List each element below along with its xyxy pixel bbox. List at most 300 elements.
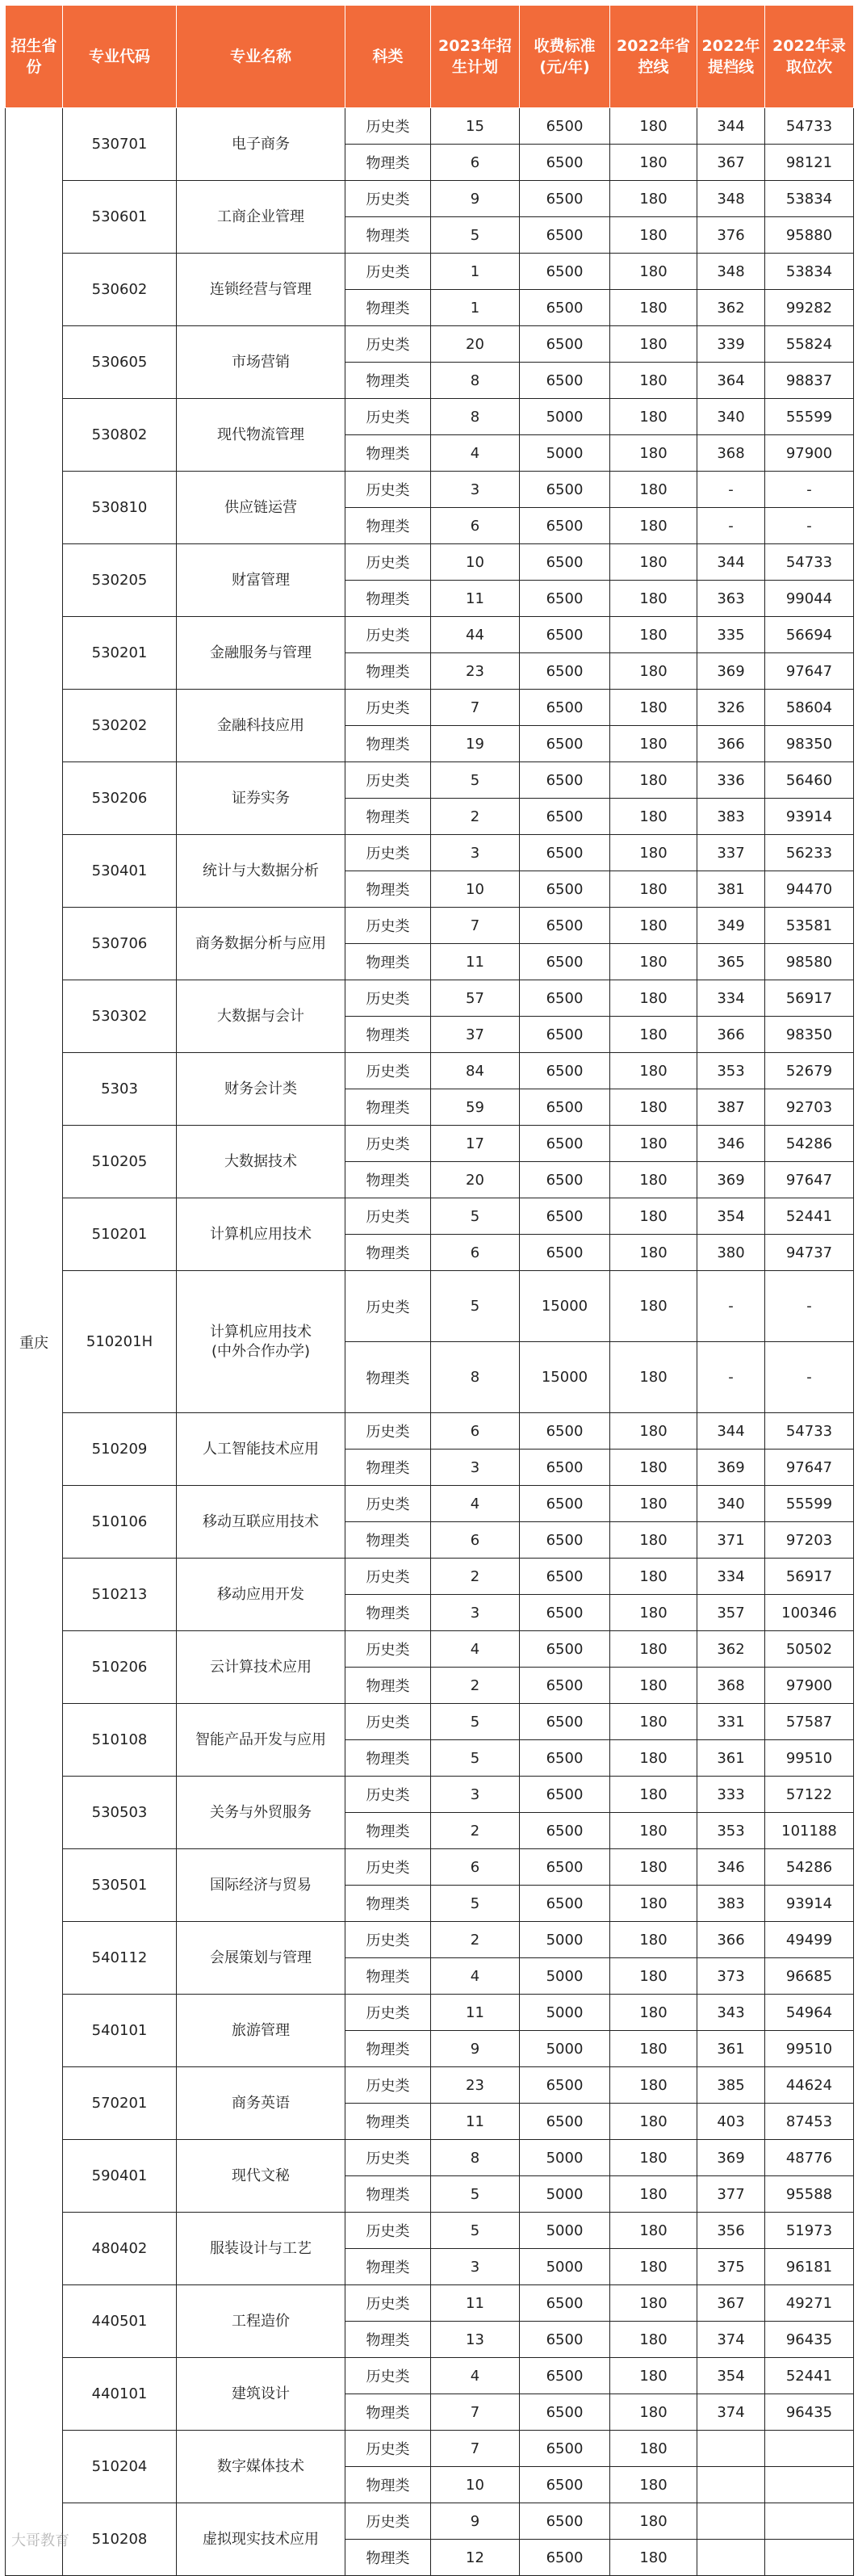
rank-cell: 99510: [765, 1740, 854, 1777]
plan-cell: 23: [431, 653, 520, 690]
fee-cell: 6500: [520, 508, 610, 544]
cutoff-cell: [697, 2540, 765, 2576]
fee-cell: 6500: [520, 2322, 610, 2358]
rank-cell: 96685: [765, 1958, 854, 1995]
major-name-text: 大数据技术: [224, 1152, 297, 1170]
plan-cell: 10: [431, 2467, 520, 2503]
major-name-cell: [177, 1198, 345, 1271]
rank-cell: 51973: [765, 2213, 854, 2249]
rank-cell: 54964: [765, 1995, 854, 2031]
major-code-cell: 510108: [63, 1704, 177, 1777]
major-name-cell: [177, 2067, 345, 2140]
major-name-cell: [177, 1413, 345, 1486]
subject-type-cell: 历史类: [345, 1053, 431, 1089]
fee-cell: 6500: [520, 217, 610, 254]
rank-cell: 93914: [765, 1886, 854, 1922]
plan-cell: 2: [431, 1813, 520, 1849]
major-name-cell: [177, 835, 345, 908]
fee-cell: 6500: [520, 1595, 610, 1631]
fee-cell: 6500: [520, 1053, 610, 1089]
plan-cell: 11: [431, 2104, 520, 2140]
major-name-cell: [177, 254, 345, 326]
cutoff-cell: 362: [697, 1631, 765, 1668]
plan-cell: 4: [431, 435, 520, 472]
subject-type-cell: 物理类: [345, 799, 431, 835]
cutoff-cell: 340: [697, 1486, 765, 1522]
major-code-cell: 510209: [63, 1413, 177, 1486]
major-code-cell: 510106: [63, 1486, 177, 1559]
plan-cell: 6: [431, 1849, 520, 1886]
control-line-cell: 180: [610, 2467, 697, 2503]
cutoff-cell: 354: [697, 1198, 765, 1235]
major-name-cell: [177, 1995, 345, 2067]
table-row: [6, 1777, 854, 1813]
cutoff-cell: [697, 2467, 765, 2503]
cutoff-cell: 334: [697, 980, 765, 1017]
major-name-cell: [177, 2431, 345, 2503]
cutoff-cell: 383: [697, 1886, 765, 1922]
subject-type-cell: 历史类: [345, 1631, 431, 1668]
major-name-cell: [177, 2213, 345, 2285]
rank-cell: 92703: [765, 1089, 854, 1126]
fee-cell: 6500: [520, 472, 610, 508]
subject-type-cell: 历史类: [345, 2140, 431, 2176]
subject-type-cell: 物理类: [345, 145, 431, 181]
subject-type-cell: 物理类: [345, 2031, 431, 2067]
rank-cell: 97203: [765, 1522, 854, 1559]
rank-cell: 98121: [765, 145, 854, 181]
control-line-cell: 180: [610, 1631, 697, 1668]
major-name-cell: [177, 690, 345, 762]
table-row: [6, 835, 854, 871]
fee-cell: 6500: [520, 145, 610, 181]
plan-cell: 8: [431, 1342, 520, 1413]
plan-cell: 8: [431, 2140, 520, 2176]
plan-cell: 8: [431, 363, 520, 399]
major-name-text: 数字媒体技术: [217, 2457, 304, 2475]
table-row: [6, 617, 854, 653]
control-line-cell: 180: [610, 1740, 697, 1777]
control-line-cell: 180: [610, 1235, 697, 1271]
plan-cell: 7: [431, 690, 520, 726]
cutoff-cell: [697, 2503, 765, 2540]
rank-cell: 49271: [765, 2285, 854, 2322]
plan-cell: 11: [431, 944, 520, 980]
cutoff-cell: 336: [697, 762, 765, 799]
subject-type-cell: 历史类: [345, 2213, 431, 2249]
fee-cell: 6500: [520, 1777, 610, 1813]
rank-cell: [765, 2540, 854, 2576]
control-line-cell: 180: [610, 1922, 697, 1958]
major-name-cell: [177, 980, 345, 1053]
table-row: [6, 399, 854, 435]
subject-type-cell: 物理类: [345, 2394, 431, 2431]
major-name-text: 虚拟现实技术应用: [203, 2530, 319, 2548]
fee-cell: 6500: [520, 762, 610, 799]
major-code-cell: 530601: [63, 181, 177, 254]
subject-type-cell: 历史类: [345, 254, 431, 290]
rank-cell: 53581: [765, 908, 854, 944]
subject-type-cell: 物理类: [345, 217, 431, 254]
cutoff-cell: -: [697, 508, 765, 544]
plan-cell: 1: [431, 254, 520, 290]
control-line-cell: 180: [610, 1413, 697, 1450]
major-code-cell: 530602: [63, 254, 177, 326]
major-name-text: 建筑设计: [232, 2385, 290, 2402]
cutoff-cell: 367: [697, 145, 765, 181]
table-row: [6, 2431, 854, 2467]
table-row: [6, 1053, 854, 1089]
control-line-cell: 180: [610, 2285, 697, 2322]
control-line-cell: 180: [610, 1595, 697, 1631]
rank-cell: 56917: [765, 980, 854, 1017]
fee-cell: 5000: [520, 435, 610, 472]
table-row: [6, 108, 854, 145]
plan-cell: 3: [431, 1595, 520, 1631]
table-row: [6, 908, 854, 944]
cutoff-cell: 344: [697, 108, 765, 145]
cutoff-cell: 361: [697, 1740, 765, 1777]
rank-cell: [765, 2467, 854, 2503]
rank-cell: 93914: [765, 799, 854, 835]
major-code-cell: 590401: [63, 2140, 177, 2213]
plan-cell: 5: [431, 1740, 520, 1777]
cutoff-cell: 334: [697, 1559, 765, 1595]
table-row: [6, 254, 854, 290]
control-line-cell: 180: [610, 2431, 697, 2467]
major-name-text: 电子商务: [232, 135, 290, 153]
control-line-cell: 180: [610, 399, 697, 435]
plan-cell: 5: [431, 1704, 520, 1740]
table-row: [6, 181, 854, 217]
control-line-cell: 180: [610, 1486, 697, 1522]
plan-cell: 4: [431, 1958, 520, 1995]
major-name-text: 金融服务与管理: [210, 644, 312, 661]
fee-cell: 6500: [520, 108, 610, 145]
cutoff-cell: 366: [697, 726, 765, 762]
rank-cell: 56233: [765, 835, 854, 871]
fee-cell: 6500: [520, 1522, 610, 1559]
header-major-name: 专业名称: [177, 6, 345, 108]
control-line-cell: 180: [610, 472, 697, 508]
rank-cell: 56460: [765, 762, 854, 799]
major-name-cell: [177, 762, 345, 835]
major-name-text: 财务会计类: [224, 1080, 297, 1097]
control-line-cell: 180: [610, 290, 697, 326]
province-cell: 重庆: [6, 108, 63, 2576]
control-line-cell: 180: [610, 2104, 697, 2140]
header-code: 专业代码: [63, 6, 177, 108]
plan-cell: 3: [431, 2249, 520, 2285]
major-name-text: 市场营销: [232, 353, 290, 371]
cutoff-cell: 346: [697, 1126, 765, 1162]
cutoff-cell: [697, 2431, 765, 2467]
major-name-cell: [177, 1559, 345, 1631]
rank-cell: 49499: [765, 1922, 854, 1958]
cutoff-cell: 361: [697, 2031, 765, 2067]
control-line-cell: 180: [610, 2213, 697, 2249]
plan-cell: 7: [431, 2431, 520, 2467]
subject-type-cell: 历史类: [345, 544, 431, 581]
plan-cell: 12: [431, 2540, 520, 2576]
fee-cell: 6500: [520, 653, 610, 690]
cutoff-cell: 348: [697, 254, 765, 290]
plan-cell: 15: [431, 108, 520, 145]
header-control-line-2022: 2022年省控线: [610, 6, 697, 108]
plan-cell: 6: [431, 508, 520, 544]
control-line-cell: 180: [610, 799, 697, 835]
major-name-cell: [177, 1704, 345, 1777]
rank-cell: 53834: [765, 181, 854, 217]
control-line-cell: 180: [610, 2322, 697, 2358]
subject-type-cell: 物理类: [345, 435, 431, 472]
fee-cell: 6500: [520, 1668, 610, 1704]
major-code-cell: 530605: [63, 326, 177, 399]
plan-cell: 6: [431, 145, 520, 181]
plan-cell: 84: [431, 1053, 520, 1089]
control-line-cell: 180: [610, 1089, 697, 1126]
table-row: [6, 1631, 854, 1668]
major-name-cell: [177, 399, 345, 472]
major-name-text: 服装设计与工艺: [210, 2239, 312, 2257]
table-header: [6, 6, 854, 108]
plan-cell: 37: [431, 1017, 520, 1053]
cutoff-cell: 371: [697, 1522, 765, 1559]
control-line-cell: 180: [610, 326, 697, 363]
fee-cell: 6500: [520, 1886, 610, 1922]
subject-type-cell: 历史类: [345, 690, 431, 726]
major-code-cell: 510213: [63, 1559, 177, 1631]
header-subject-type: 科类: [345, 6, 431, 108]
plan-cell: 4: [431, 1631, 520, 1668]
plan-cell: 44: [431, 617, 520, 653]
control-line-cell: 180: [610, 944, 697, 980]
cutoff-cell: 387: [697, 1089, 765, 1126]
fee-cell: 6500: [520, 1235, 610, 1271]
cutoff-cell: 374: [697, 2322, 765, 2358]
subject-type-cell: 物理类: [345, 1089, 431, 1126]
cutoff-cell: 339: [697, 326, 765, 363]
major-code-cell: 530302: [63, 980, 177, 1053]
cutoff-cell: 346: [697, 1849, 765, 1886]
control-line-cell: 180: [610, 1522, 697, 1559]
subject-type-cell: 物理类: [345, 871, 431, 908]
major-name-cell: [177, 2503, 345, 2576]
table-row: [6, 1559, 854, 1595]
major-code-cell: 530701: [63, 108, 177, 181]
fee-cell: 6500: [520, 944, 610, 980]
subject-type-cell: 历史类: [345, 1995, 431, 2031]
control-line-cell: 180: [610, 1162, 697, 1198]
plan-cell: 6: [431, 1522, 520, 1559]
major-name-text: (中外合作办学): [211, 1342, 311, 1360]
plan-cell: 20: [431, 326, 520, 363]
rank-cell: 97647: [765, 1162, 854, 1198]
cutoff-cell: 344: [697, 544, 765, 581]
rank-cell: 87453: [765, 2104, 854, 2140]
rank-cell: 98350: [765, 726, 854, 762]
major-name-text: 移动互联应用技术: [203, 1512, 319, 1530]
major-code-cell: 530706: [63, 908, 177, 980]
header-province: 招生省份: [6, 6, 63, 108]
cutoff-cell: 348: [697, 181, 765, 217]
header-plan-2023: 2023年招生计划: [431, 6, 520, 108]
plan-cell: 5: [431, 1886, 520, 1922]
fee-cell: 6500: [520, 2394, 610, 2431]
control-line-cell: 180: [610, 2140, 697, 2176]
cutoff-cell: 353: [697, 1053, 765, 1089]
subject-type-cell: 历史类: [345, 108, 431, 145]
subject-type-cell: 物理类: [345, 944, 431, 980]
major-code-cell: 540112: [63, 1922, 177, 1995]
plan-cell: 17: [431, 1126, 520, 1162]
control-line-cell: 180: [610, 1849, 697, 1886]
major-code-cell: 440101: [63, 2358, 177, 2431]
cutoff-cell: 333: [697, 1777, 765, 1813]
cutoff-cell: 385: [697, 2067, 765, 2104]
major-name-cell: [177, 472, 345, 544]
fee-cell: 6500: [520, 2285, 610, 2322]
control-line-cell: 180: [610, 217, 697, 254]
major-name-cell: [177, 181, 345, 254]
rank-cell: 101188: [765, 1813, 854, 1849]
plan-cell: 5: [431, 1271, 520, 1342]
fee-cell: 6500: [520, 2467, 610, 2503]
rank-cell: [765, 2503, 854, 2540]
fee-cell: 6500: [520, 1126, 610, 1162]
major-name-text: 会展策划与管理: [210, 1949, 312, 1966]
plan-cell: 4: [431, 2358, 520, 2394]
cutoff-cell: 362: [697, 290, 765, 326]
rank-cell: 97900: [765, 435, 854, 472]
control-line-cell: 180: [610, 1886, 697, 1922]
plan-cell: 20: [431, 1162, 520, 1198]
rank-cell: 55599: [765, 1486, 854, 1522]
rank-cell: 96181: [765, 2249, 854, 2285]
major-name-cell: [177, 108, 345, 181]
cutoff-cell: 331: [697, 1704, 765, 1740]
fee-cell: 6500: [520, 1450, 610, 1486]
plan-cell: 5: [431, 2213, 520, 2249]
major-name-cell: [177, 2285, 345, 2358]
cutoff-cell: -: [697, 1271, 765, 1342]
major-name-text: 旅游管理: [232, 2021, 290, 2039]
major-name-cell: [177, 1777, 345, 1849]
major-name-text: 供应链运营: [224, 498, 297, 516]
control-line-cell: 180: [610, 581, 697, 617]
major-name-cell: [177, 1631, 345, 1704]
major-name-text: 金融科技应用: [217, 716, 304, 734]
fee-cell: 6500: [520, 726, 610, 762]
table-row: [6, 1413, 854, 1450]
fee-cell: 6500: [520, 181, 610, 217]
cutoff-cell: 357: [697, 1595, 765, 1631]
cutoff-cell: 343: [697, 1995, 765, 2031]
fee-cell: 6500: [520, 2503, 610, 2540]
major-name-cell: [177, 1271, 345, 1413]
control-line-cell: 180: [610, 1995, 697, 2031]
subject-type-cell: 物理类: [345, 2249, 431, 2285]
plan-cell: 3: [431, 472, 520, 508]
plan-cell: 5: [431, 217, 520, 254]
cutoff-cell: 366: [697, 1017, 765, 1053]
fee-cell: 6500: [520, 544, 610, 581]
plan-cell: 5: [431, 1198, 520, 1235]
plan-cell: 11: [431, 1995, 520, 2031]
major-name-cell: [177, 2358, 345, 2431]
table-row: [6, 1849, 854, 1886]
control-line-cell: 180: [610, 1053, 697, 1089]
rank-cell: -: [765, 1342, 854, 1413]
cutoff-cell: 365: [697, 944, 765, 980]
subject-type-cell: 历史类: [345, 1922, 431, 1958]
cutoff-cell: 340: [697, 399, 765, 435]
control-line-cell: 180: [610, 145, 697, 181]
subject-type-cell: 物理类: [345, 653, 431, 690]
cutoff-cell: 376: [697, 217, 765, 254]
fee-cell: 6500: [520, 1849, 610, 1886]
subject-type-cell: 历史类: [345, 908, 431, 944]
rank-cell: 99510: [765, 2031, 854, 2067]
rank-cell: -: [765, 508, 854, 544]
rank-cell: 54733: [765, 108, 854, 145]
plan-cell: 9: [431, 2503, 520, 2540]
subject-type-cell: 物理类: [345, 363, 431, 399]
subject-type-cell: 物理类: [345, 726, 431, 762]
major-name-text: 关务与外贸服务: [210, 1803, 312, 1821]
control-line-cell: 180: [610, 1450, 697, 1486]
major-name-cell: [177, 1486, 345, 1559]
table-row: [6, 472, 854, 508]
control-line-cell: 180: [610, 1777, 697, 1813]
rank-cell: 95880: [765, 217, 854, 254]
control-line-cell: 180: [610, 726, 697, 762]
subject-type-cell: 历史类: [345, 1777, 431, 1813]
rank-cell: -: [765, 472, 854, 508]
fee-cell: 6500: [520, 2540, 610, 2576]
cutoff-cell: 356: [697, 2213, 765, 2249]
rank-cell: 97647: [765, 1450, 854, 1486]
control-line-cell: 180: [610, 980, 697, 1017]
header-cutoff-2022: 2022年提档线: [697, 6, 765, 108]
table-row: [6, 1271, 854, 1342]
control-line-cell: 180: [610, 762, 697, 799]
rank-cell: 94737: [765, 1235, 854, 1271]
rank-cell: 98837: [765, 363, 854, 399]
major-name-text: 财富管理: [232, 571, 290, 589]
fee-cell: 5000: [520, 1995, 610, 2031]
fee-cell: 5000: [520, 2140, 610, 2176]
plan-cell: 2: [431, 799, 520, 835]
table-row: [6, 1704, 854, 1740]
subject-type-cell: 历史类: [345, 2067, 431, 2104]
fee-cell: 6500: [520, 1740, 610, 1777]
plan-cell: 7: [431, 908, 520, 944]
major-name-text: 工程造价: [232, 2312, 290, 2330]
rank-cell: [765, 2431, 854, 2467]
table-row: [6, 1922, 854, 1958]
major-name-cell: [177, 544, 345, 617]
plan-cell: 3: [431, 835, 520, 871]
cutoff-cell: 337: [697, 835, 765, 871]
fee-cell: 5000: [520, 1958, 610, 1995]
fee-cell: 5000: [520, 2213, 610, 2249]
subject-type-cell: 历史类: [345, 980, 431, 1017]
control-line-cell: 180: [610, 1017, 697, 1053]
major-name-text: 计算机应用技术: [210, 1225, 312, 1243]
subject-type-cell: 物理类: [345, 1235, 431, 1271]
major-name-cell: [177, 1922, 345, 1995]
